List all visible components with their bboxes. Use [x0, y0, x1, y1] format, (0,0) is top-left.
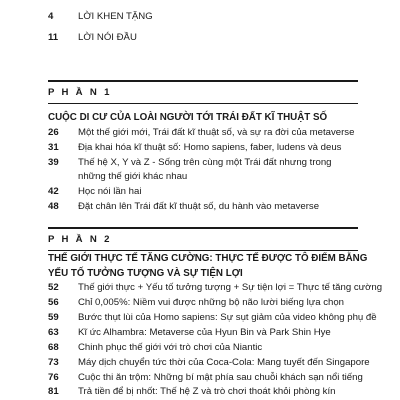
toc-page-number: 68: [48, 342, 59, 353]
toc-entry-title: Thế hệ X, Y và Z - Sống trên cùng một Trái đất nhưng trong những thế giới khác nhau: [78, 157, 332, 182]
part-2-header: [48, 227, 358, 251]
toc-entry[interactable]: [48, 341, 262, 355]
toc-page-number: 48: [48, 201, 59, 212]
toc-page-number: 52: [48, 282, 59, 293]
toc-entry-title: Học nói lần hai: [78, 186, 142, 197]
toc-entry-title: Đặt chân lên Trái đất kĩ thuật số, du hành vào metaverse: [78, 201, 320, 212]
toc-entry-title: Cuộc thi ăn trộm: Những bí mật phía sau chuỗi khách sạn nổi tiếng: [78, 372, 363, 383]
toc-entry-title: Chỉ 0,005%: Niềm vui được những bộ não lười biếng lựa chọn: [78, 297, 345, 308]
toc-entry-title: Địa khai hóa kĩ thuật số: Homo sapiens, faber, ludens và deus: [78, 142, 342, 153]
toc-page-number: 11: [48, 32, 59, 43]
part-header-bottom-rule: [48, 103, 358, 104]
toc-entry-title: Một thế giới mới, Trái đất kĩ thuật số, và sự ra đời của metaverse: [78, 127, 355, 138]
toc-page-number: 39: [48, 157, 59, 168]
toc-entry-title: LỜI KHEN TẶNG: [78, 11, 153, 22]
toc-entry-title: Thế giới thực + Yếu tố tưởng tượng + Sự tiện lợi = Thực tế tăng cường: [78, 282, 383, 293]
toc-entry[interactable]: [48, 141, 341, 155]
toc-entry-front-2[interactable]: [48, 31, 137, 45]
toc-entry-front-1[interactable]: [48, 10, 153, 24]
toc-page-number: 42: [48, 186, 59, 197]
toc-entry-title: LỜI NÓI ĐẦU: [78, 32, 137, 43]
toc-entry[interactable]: [48, 185, 141, 199]
part-2-section-title: THẾ GIỚI THỰC TẾ TĂNG CƯỜNG: THỰC TẾ ĐƯỢC TÔ ĐIỂM BẰNG YẾU TỐ TƯỞNG TƯỢNG VÀ SỰ TIỆN LỢI: [48, 253, 368, 279]
toc-entry[interactable]: [48, 385, 335, 399]
toc-entry-title: Trả tiền để bị nhốt: Thế hệ Z và trò chơi thoát khỏi phòng kín: [78, 386, 336, 397]
part-1-header: [48, 80, 358, 104]
toc-entry-title: Chinh phục thế giới với trò chơi của Niantic: [78, 342, 263, 353]
part-label: P H Ầ N 1: [48, 87, 112, 98]
toc-page-number: 59: [48, 312, 59, 323]
toc-page-number: 76: [48, 372, 59, 383]
toc-page-number: 81: [48, 386, 59, 397]
part-label: P H Ầ N 2: [48, 234, 112, 245]
toc-entry[interactable]: [48, 126, 354, 140]
toc-page-number: 26: [48, 127, 59, 138]
toc-entry[interactable]: [48, 371, 363, 385]
toc-entry[interactable]: [48, 326, 331, 340]
toc-entry[interactable]: [48, 311, 377, 325]
toc-entry[interactable]: [48, 281, 382, 295]
toc-page-number: 63: [48, 327, 59, 338]
toc-entry[interactable]: [48, 296, 344, 310]
toc-entry[interactable]: [48, 200, 319, 214]
toc-page-number: 56: [48, 297, 59, 308]
toc-page-number: 31: [48, 142, 59, 153]
toc-entry[interactable]: [48, 356, 370, 370]
toc-entry-title: Kĩ ức Alhambra: Metaverse của Hyun Bin và Park Shin Hye: [78, 327, 331, 338]
part-1-section-title: CUỘC DI CƯ CỦA LOÀI NGƯỜI TỚI TRÁI ĐẤT KĨ THUẬT SỐ: [48, 112, 328, 123]
toc-entry-title: Bước thụt lùi của Homo sapiens: Sự sụt giảm của video không phụ đề: [78, 312, 377, 323]
toc-entry-title: Máy dịch chuyển tức thời của Coca-Cola: Mang tuyết đến Singapore: [78, 357, 370, 368]
toc-page-number: 73: [48, 357, 59, 368]
toc-entry[interactable]: [48, 156, 358, 184]
toc-page-number: 4: [48, 11, 54, 22]
